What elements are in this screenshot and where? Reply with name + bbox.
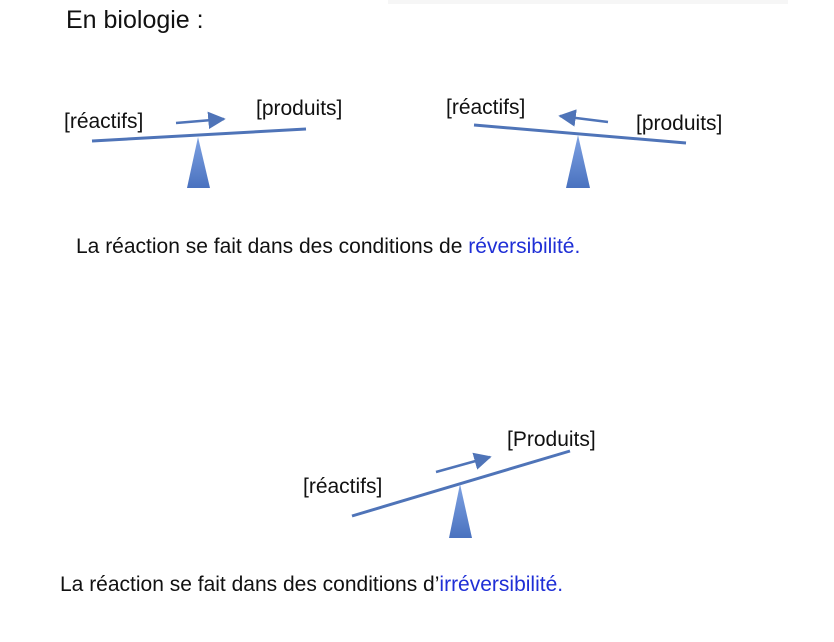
arrow-forward-3 [436,457,490,472]
arrow-forward-1 [176,119,224,123]
fulcrum-1 [187,137,210,188]
page-title: En biologie : [66,6,204,34]
fulcrum-3 [449,484,472,538]
balance-1-right-label: [produits] [256,97,343,120]
balance-3-right-label: [Produits] [507,428,596,451]
caption-reversible-text: La réaction se fait dans des conditions de [76,235,469,258]
arrow-backward-2 [560,116,608,122]
caption-reversible-highlight: réversibilité. [468,235,581,258]
balance-3-left-label: [réactifs] [303,475,383,498]
caption-irreversible-text: La réaction se fait dans des conditions d’ [60,573,440,596]
balance-3 [352,451,570,538]
balance-1-left-label: [réactifs] [64,110,144,133]
balance-2-right-label: [produits] [636,112,723,135]
caption-reversible [76,235,580,259]
fulcrum-2 [566,135,590,188]
caption-irreversible-highlight: irréversibilité. [439,573,564,596]
balance-2-left-label: [réactifs] [446,96,526,119]
caption-irreversible [60,573,563,597]
